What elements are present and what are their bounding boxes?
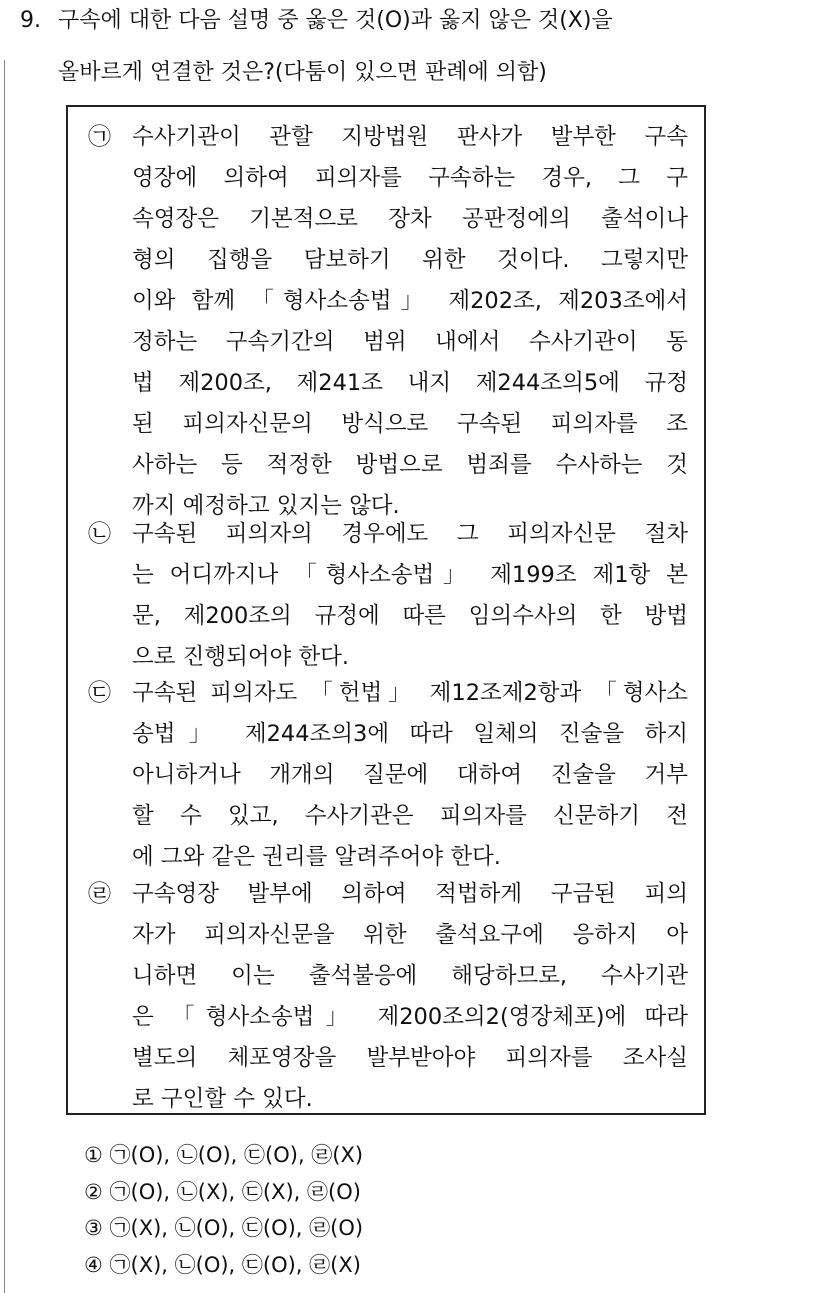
statement-line: 자가 피의자신문을 위한 출석요구에 응하지 아 — [132, 922, 688, 948]
statement-line: 별도의 체포영장을 발부받아야 피의자를 조사실 — [132, 1045, 688, 1071]
choice-2[interactable]: ② ㉠(O), ㉡(X), ㉢(X), ㉣(O) — [84, 1179, 361, 1204]
statement-d — [88, 874, 688, 1120]
statement-line: 수사기관이 관할 지방법원 판사가 발부한 구속 — [132, 124, 688, 150]
statement-line: 형의 집행을 담보하기 위한 것이다. 그렇지만 — [132, 247, 688, 273]
margin-rule — [4, 60, 5, 1293]
statement-marker: ㉠ — [88, 124, 111, 150]
statement-b — [88, 514, 688, 678]
statement-marker: ㉡ — [88, 521, 111, 547]
statement-line: 니하면 이는 출석불응에 해당하므로, 수사기관 — [132, 963, 688, 989]
statement-line: 아니하거나 개개의 질문에 대하여 진술을 거부 — [132, 762, 688, 788]
statement-marker: ㉢ — [88, 680, 111, 706]
statement-line: 문, 제200조의 규정에 따른 임의수사의 한 방법 — [132, 603, 688, 629]
answer-choices — [84, 1137, 363, 1283]
statement-line: 까지 예정하고 있지는 않다. — [132, 493, 400, 519]
question-stem-line-2: 올바르게 연결한 것은?(다툼이 있으면 판례에 의함) — [58, 60, 547, 85]
statement-line: 정하는 구속기간의 범위 내에서 수사기관이 동 — [132, 329, 688, 355]
statement-line: 으로 진행되어야 한다. — [132, 644, 350, 670]
statements-box — [66, 105, 706, 1115]
statement-c — [88, 673, 688, 878]
statement-line: 은 「형사소송법」 제200조의2(영장체포)에 따라 — [132, 1004, 688, 1030]
statement-line: 구속영장 발부에 의하여 적법하게 구금된 피의 — [132, 881, 688, 907]
statement-line: 구속된 피의자의 경우에도 그 피의자신문 절차 — [132, 521, 688, 547]
statement-line: 속영장은 기본적으로 장차 공판정에의 출석이나 — [132, 206, 688, 232]
choice-1[interactable]: ① ㉠(O), ㉡(O), ㉢(O), ㉣(X) — [84, 1143, 364, 1167]
question-number: 9. — [20, 8, 41, 33]
statement-line: 된 피의자신문의 방식으로 구속된 피의자를 조 — [132, 411, 688, 437]
statement-line: 는 어디까지나 「형사소송법」 제199조 제1항 본 — [132, 562, 688, 588]
question-text-1: 구속에 대한 다음 설명 중 옳은 것(O)과 옳지 않은 것(X)을 — [58, 8, 613, 33]
statement-line: 구속된 피의자도 「헌법」 제12조제2항과 「형사소 — [132, 680, 688, 706]
statement-line: 사하는 등 적정한 방법으로 범죄를 수사하는 것 — [132, 452, 688, 478]
question-stem-line-1 — [20, 4, 613, 38]
statement-line: 할 수 있고, 수사기관은 피의자를 신문하기 전 — [132, 803, 688, 829]
statement-line: 영장에 의하여 피의자를 구속하는 경우, 그 구 — [132, 165, 688, 191]
statement-line: 에 그와 같은 권리를 알려주어야 한다. — [132, 844, 501, 870]
choice-4[interactable]: ④ ㉠(X), ㉡(O), ㉢(O), ㉣(X) — [84, 1252, 361, 1277]
statement-line: 법 제200조, 제241조 내지 제244조의5에 규정 — [132, 370, 688, 396]
choice-3[interactable]: ③ ㉠(X), ㉡(O), ㉢(O), ㉣(O) — [84, 1216, 364, 1240]
statement-line: 송법」 제244조의3에 따라 일체의 진술을 하지 — [132, 721, 688, 747]
statement-a — [88, 117, 688, 527]
statement-line: 로 구인할 수 있다. — [132, 1086, 313, 1112]
statement-marker: ㉣ — [88, 881, 111, 907]
statement-line: 이와 함께 「형사소송법」 제202조, 제203조에서 — [132, 288, 688, 314]
